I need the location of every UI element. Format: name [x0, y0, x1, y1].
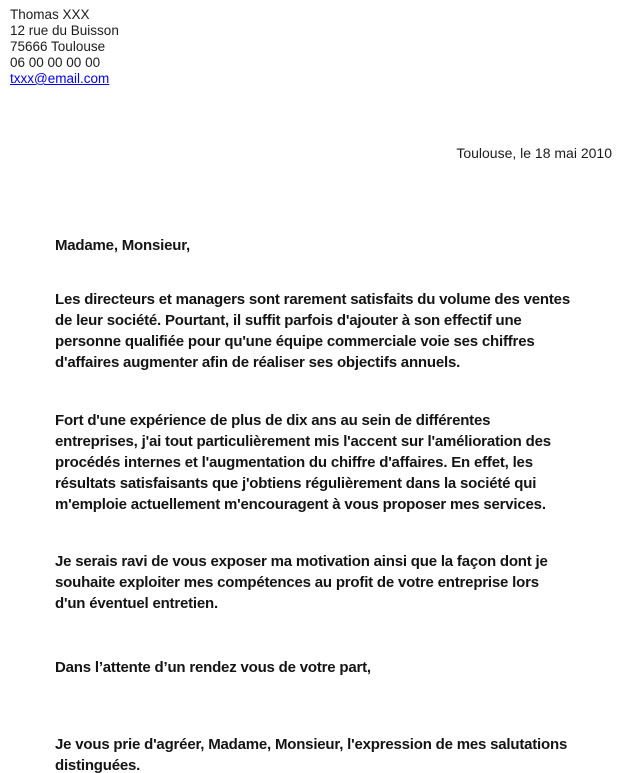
salutation-text: Madame, Monsieur,	[55, 237, 190, 254]
paragraph-line: personne qualifiée pour qu'une équipe commerciale voie ses chiffres	[55, 333, 535, 350]
paragraph-line: Je serais ravi de vous exposer ma motivation ainsi que la façon dont je	[55, 553, 548, 570]
paragraph-3	[55, 551, 548, 614]
paragraph-line: Les directeurs et managers sont rarement satisfaits du volume des ventes	[55, 291, 570, 308]
closing-line: Je vous prie d'agréer, Madame, Monsieur, l'expression de mes salutations	[55, 736, 568, 753]
paragraph-line: souhaite exploiter mes compétences au profit de votre entreprise lors	[55, 574, 539, 591]
closing	[55, 734, 567, 773]
paragraph-2	[55, 410, 551, 515]
salutation	[55, 235, 190, 256]
paragraph-line: de leur société. Pourtant, il suffit parfois d'ajouter à son effectif une	[55, 312, 522, 329]
paragraph-line: entreprises, j'ai tout particulièrement mis l'accent sur l'amélioration des	[55, 433, 551, 450]
sender-phone: 06 00 00 00 00	[10, 55, 101, 70]
paragraph-line: procédés internes et l'augmentation du chiffre d'affaires. En effet, les	[55, 454, 533, 471]
closing-line: distinguées.	[55, 757, 141, 773]
paragraph-line: résultats satisfaisants que j'obtiens régulièrement dans la société qui	[55, 475, 537, 492]
sender-block	[10, 7, 119, 87]
sender-email-line	[10, 71, 119, 87]
paragraph-line: d'un éventuel entretien.	[55, 595, 218, 612]
date-line: Toulouse, le 18 mai 2010	[456, 145, 612, 161]
email-link[interactable]: txxx@email.com	[10, 71, 110, 86]
paragraph-line: Dans l’attente d’un rendez vous de votre part,	[55, 659, 371, 676]
sender-street: 12 rue du Buisson	[10, 23, 119, 38]
paragraph-line: Fort d'une expérience de plus de dix ans au sein de différentes	[55, 412, 491, 429]
paragraph-line: d'affaires augmenter afin de réaliser ses objectifs annuels.	[55, 354, 461, 371]
sender-name: Thomas XXX	[10, 7, 90, 22]
paragraph-4	[55, 657, 371, 678]
paragraph-1	[55, 289, 570, 373]
sender-city: 75666 Toulouse	[10, 39, 106, 54]
paragraph-line: m'emploie actuellement m'encouragent à vous proposer mes services.	[55, 496, 546, 513]
